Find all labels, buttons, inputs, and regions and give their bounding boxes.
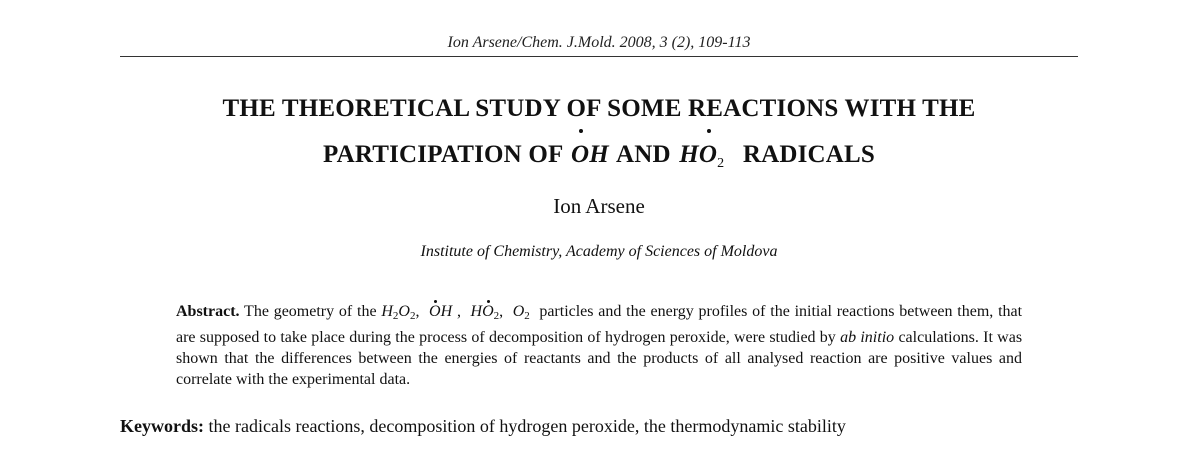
abstract-paragraph: Abstract. The geometry of the $H_2O_2$, OH , $HO_2$, $O_2$ particles and the energy profiles of the initial reactions between them, that are supposed to take place during the process of decomposition of hydrogen peroxide, were studied by ab initio calculations. It was shown that the differences between the energies of reactants and the products of all analysed reaction are positive values and correlate with the experimental data.: [176, 303, 1023, 388]
running-head: Ion Arsene/Chem. J.Mold. 2008, 3 (2), 109-113: [447, 34, 751, 51]
oh-radical-h: H: [589, 141, 609, 168]
species-ho2: $HO_2$: [470, 303, 500, 322]
author-affiliation: Institute of Chemistry, Academy of Sciences of Moldova: [420, 243, 778, 260]
title-line-2: [120, 132, 1078, 187]
title-conjunction: AND: [616, 141, 671, 168]
title-prefix: PARTICIPATION OF: [322, 141, 563, 168]
title-suffix: RADICALS: [742, 141, 876, 168]
abstract-text-1: The geometry of the: [244, 303, 377, 320]
species-o2: $O_2$: [512, 303, 530, 322]
abstract-text-3: calculations. It was shown that the differences between the energies of reactants and the products of all analysed reaction are positive values and correlate with the experimental data.: [176, 329, 1023, 388]
header-rule: [120, 56, 1078, 57]
paper-title: [120, 86, 1078, 187]
abstract-label: Abstract.: [176, 303, 240, 320]
oh-radical: [569, 132, 611, 178]
ho2-radical: [677, 132, 726, 187]
abstract-method: ab initio: [840, 329, 895, 346]
keywords-label: Keywords:: [120, 416, 204, 436]
title-line-1: THE THEORETICAL STUDY OF SOME REACTIONS WITH THE: [222, 95, 976, 122]
species-oh: OH: [429, 303, 453, 320]
keywords-line: [120, 414, 1078, 438]
oh-radical-o: O: [571, 132, 589, 178]
species-h2o2: $H_2O_2$: [381, 303, 416, 322]
abstract-text-2: particles and the energy profiles of the initial reactions between them, that are supposed to take place during the process of decomposition of hydrogen peroxide, were studied by: [176, 303, 1023, 346]
author-name: Ion Arsene: [553, 194, 645, 218]
keywords-text: the radicals reactions, decomposition of hydrogen peroxide, the thermodynamic stability: [208, 416, 846, 436]
ho2-radical-h: H: [679, 141, 699, 168]
ho2-radical-o: O: [699, 132, 717, 178]
ho2-radical-subscript: 2: [717, 156, 725, 171]
